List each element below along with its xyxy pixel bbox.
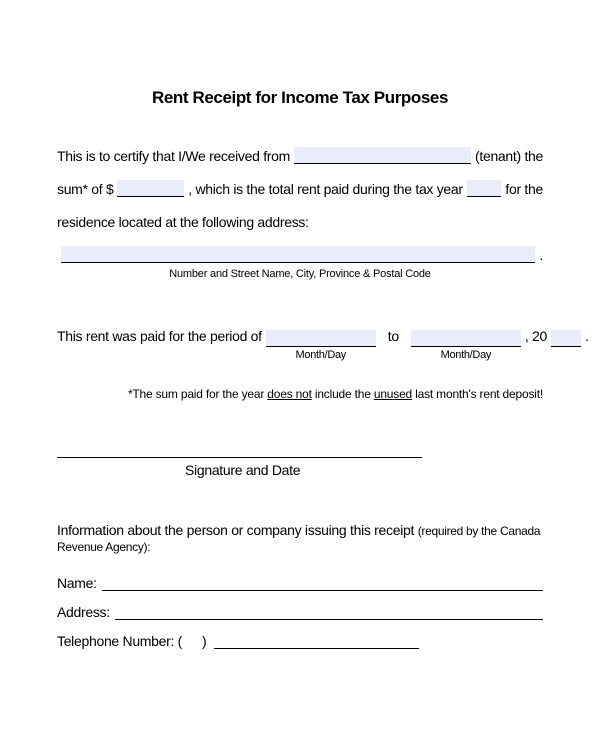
phone-area-code-field[interactable] [182,634,202,649]
tenant-name-field[interactable] [294,147,471,164]
period-to-field[interactable] [411,330,521,347]
signature-block [57,457,543,478]
property-address-field[interactable] [61,246,535,263]
note-underline-unused: unused [373,387,413,401]
issuer-address-field[interactable] [115,605,543,620]
phone-number-field[interactable] [214,634,419,649]
certify-line1-text: This is to certify that I/We received from [57,148,290,164]
note-text-3: last month's rent deposit! [412,387,543,401]
certify-line2-mid-text: , which is the total rent paid during the tax year [188,181,463,197]
residence-address-label: residence located at the following address: [57,214,309,230]
phone-paren-close: ) [202,633,207,649]
period-terminator: . [585,328,589,344]
period-to-word: to [387,328,399,344]
deposit-note [57,387,543,401]
certify-line-2 [57,167,543,200]
issuer-heading-text: Information about the person or company issuing this receipt [57,522,418,538]
issuer-info-block [57,522,543,651]
period-to-caption: Month/Day [440,349,492,361]
sum-amount-field[interactable] [117,180,184,197]
note-text-2: include the [311,387,374,401]
period-label: This rent was paid for the period of [57,328,262,344]
certify-line1-after-text: (tenant) the [475,148,543,164]
issuer-address-line [57,593,543,622]
issuer-name-line [57,564,543,593]
name-label: Name: [57,575,97,591]
address-format-caption: Number and Street Name, City, Province & Postal Code [169,268,431,280]
property-address-line [57,233,543,266]
issuer-name-field[interactable] [102,576,543,591]
certify-line-1 [57,134,543,167]
rent-period-grid [57,328,589,361]
year-suffix-field[interactable] [551,330,581,347]
period-from-caption: Month/Day [295,349,347,361]
issuer-heading [57,522,543,554]
phone-label: Telephone Number: ( [57,633,183,649]
signature-label: Signature and Date [185,462,301,478]
page-title: Rent Receipt for Income Tax Purposes [151,88,449,107]
certify-line-3 [57,200,543,233]
tax-year-field[interactable] [467,180,502,197]
issuer-phone-line [57,622,543,651]
rent-period-block [57,328,589,361]
note-underline-does-not: does not [267,387,312,401]
period-from-field[interactable] [266,330,376,347]
signature-line[interactable] [57,457,422,458]
year-prefix-text: , 20 [524,328,547,344]
address-terminator: . [539,247,543,263]
note-text-1: *The sum paid for the year [127,387,268,401]
sum-label: sum* of $ [57,181,114,197]
certify-line2-after-text: for the [505,181,543,197]
issuer-heading-cra-note: (required by the Canada Revenue Agency): [57,524,541,554]
address-label: Address: [57,604,110,620]
